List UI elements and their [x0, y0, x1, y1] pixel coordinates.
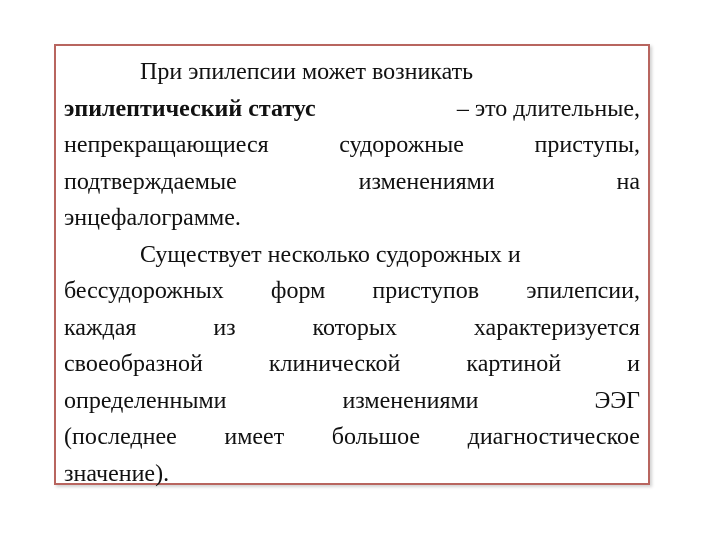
p1-line-3: непрекращающиеся судорожные приступы, [64, 132, 640, 158]
p2-line-2: бессудорожных форм приступов эпилепсии, [64, 278, 640, 304]
p1-line-5: энцефалограмме. [64, 205, 241, 231]
p2-line-4: своеобразной клинической картиной и [64, 351, 640, 377]
p1-line-1: При эпилепсии может возникать [140, 59, 474, 85]
p2-line-5: определенными изменениями ЭЭГ [64, 387, 640, 414]
p2-line-1: Существует несколько судорожных и [140, 241, 521, 268]
term-status-epilepticus: эпилептический статус [64, 95, 316, 122]
p2-line-7: значение). [64, 460, 170, 487]
p1-line-4: подтверждаемые изменениями на [64, 168, 640, 195]
p2-line-6: (последнее имеет большое диагностическое [64, 424, 640, 450]
p2-line-3: каждая из которых характеризуется [64, 314, 640, 341]
p1-line-2: эпилептический статус – это длительные, [64, 91, 640, 128]
text-frame [54, 44, 650, 485]
body-text [64, 54, 640, 492]
